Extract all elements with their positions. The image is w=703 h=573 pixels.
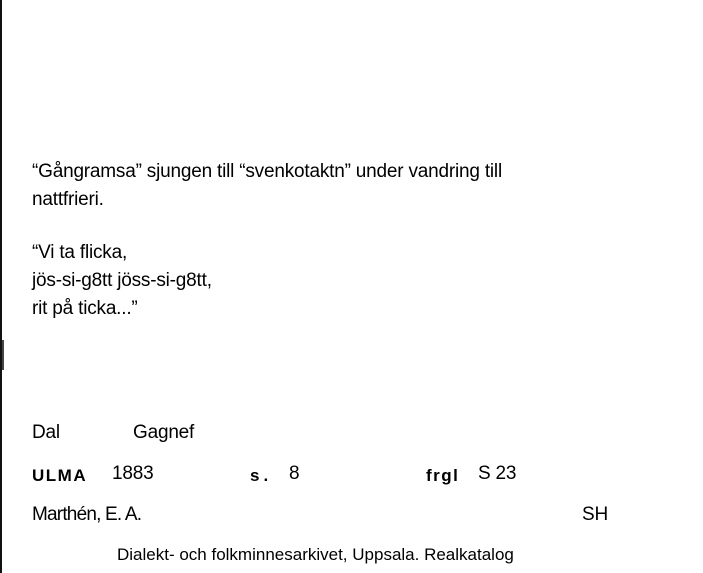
- quote-line-1: “Vi ta flicka,: [32, 242, 128, 263]
- page-number: 8: [289, 463, 300, 484]
- province: Dal: [32, 422, 60, 443]
- quote-line-2: jös-si-g8tt jöss-si-g8tt,: [32, 270, 212, 291]
- collector-name: Marthén, E. A.: [32, 504, 142, 525]
- questionnaire-code: S 23: [478, 463, 517, 484]
- description-line-2: nattfrieri.: [32, 189, 104, 210]
- archive-label: ULMA: [32, 466, 88, 485]
- parish: Gagnef: [133, 422, 195, 443]
- card-left-edge: [0, 0, 2, 573]
- collector-initials: SH: [582, 504, 608, 525]
- institution-footer: Dialekt- och folkminnesarkivet, Uppsala. Realkatalog: [117, 545, 514, 564]
- archive-number: 1883: [112, 463, 154, 484]
- questionnaire-label: frgl: [426, 466, 460, 485]
- description-line-1: “Gångramsa” sjungen till “svenkotaktn” under vandring till: [32, 161, 502, 182]
- card-edge-mark: [2, 340, 4, 370]
- quote-line-3: rit på ticka...”: [32, 298, 138, 319]
- page-label: s.: [250, 466, 273, 485]
